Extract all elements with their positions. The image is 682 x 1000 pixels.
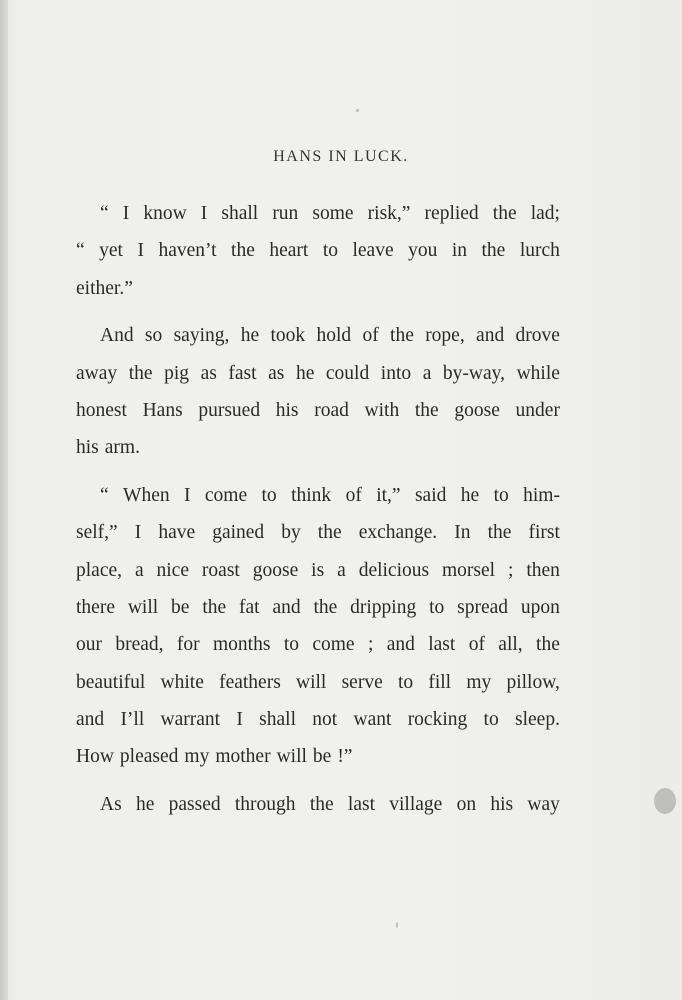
paragraph <box>76 786 560 823</box>
running-head: HANS IN LUCK. <box>273 148 409 165</box>
paragraph-gap <box>76 776 560 786</box>
text-line: How pleased my mother will be !” <box>76 746 353 768</box>
paragraph-gap <box>76 467 560 477</box>
text-line: “ yet I haven’t the heart to leave you in the lurch <box>76 240 560 262</box>
text-line: our bread, for months to come ; and last of all, the <box>76 634 560 656</box>
text-line: there will be the fat and the dripping to spread upon <box>76 596 560 618</box>
text-line: honest Hans pursued his road with the goose under <box>76 399 560 421</box>
ink-speck <box>356 109 359 112</box>
text-line: away the pig as fast as he could into a by-way, while <box>76 362 560 384</box>
text-line: place, a nice roast goose is a delicious morsel ; then <box>76 559 560 581</box>
text-line: “ I know I shall run some risk,” replied the lad; <box>100 203 560 224</box>
ink-spot <box>654 788 676 814</box>
paragraph-gap <box>76 307 560 317</box>
text-line: “ When I come to think of it,” said he to him- <box>100 484 560 506</box>
text-line: and I’ll warrant I shall not want rocking to sleep. <box>76 709 560 731</box>
paragraph <box>76 477 560 776</box>
paragraph <box>76 195 560 307</box>
text-line: And so saying, he took hold of the rope, and drove <box>100 325 560 347</box>
text-line: self,” I have gained by the exchange. In the first <box>76 522 560 544</box>
body-text <box>76 195 560 823</box>
text-line: either.” <box>76 277 133 299</box>
paragraph <box>76 317 560 467</box>
ink-speck <box>396 922 398 928</box>
text-line: his arm. <box>76 437 140 459</box>
text-line: beautiful white feathers will serve to fill my pillow, <box>76 671 560 693</box>
text-line: As he passed through the last village on his way <box>100 793 560 815</box>
